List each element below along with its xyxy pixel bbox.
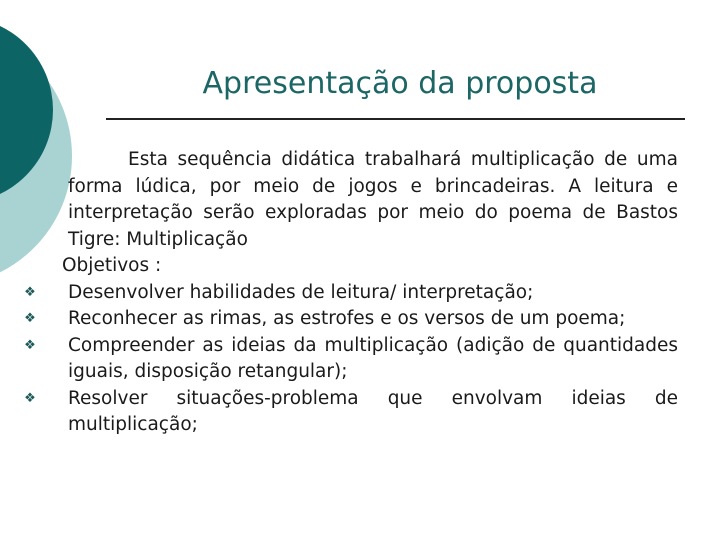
diamond-bullet-icon: ❖ (24, 311, 36, 326)
list-item-text: Reconhecer as rimas, as estrofes e os versos de um poema; (68, 308, 626, 329)
list-item-text: Resolver situações-problema que envolvam ideias de multiplicação; (68, 387, 678, 435)
title-divider (106, 118, 685, 120)
diamond-bullet-icon: ❖ (24, 284, 36, 300)
list-item (24, 386, 678, 439)
list-item-text: Compreender as ideias da multiplicação (adição de quantidades iguais, disposição retangular); (68, 334, 678, 382)
list-item (24, 333, 678, 386)
list-item-text: Desenvolver habilidades de leitura/ interpretação; (68, 281, 534, 303)
intro-text: Esta sequência didática trabalhará multiplicação de uma forma lúdica, por meio de jogos e brincadeiras. A leitura e interpretação serão exploradas por meio do poema de Bastos Tigre: Multiplicação (68, 149, 678, 250)
intro-paragraph (68, 147, 678, 253)
objectives-list (24, 280, 678, 439)
diamond-bullet-icon: ❖ (24, 337, 36, 353)
list-item (24, 280, 678, 307)
objectives-label: Objetivos : (62, 255, 162, 276)
slide-body (24, 147, 678, 439)
slide-title: Apresentação da proposta (202, 66, 598, 101)
list-item (24, 306, 678, 333)
diamond-bullet-icon: ❖ (24, 390, 36, 406)
